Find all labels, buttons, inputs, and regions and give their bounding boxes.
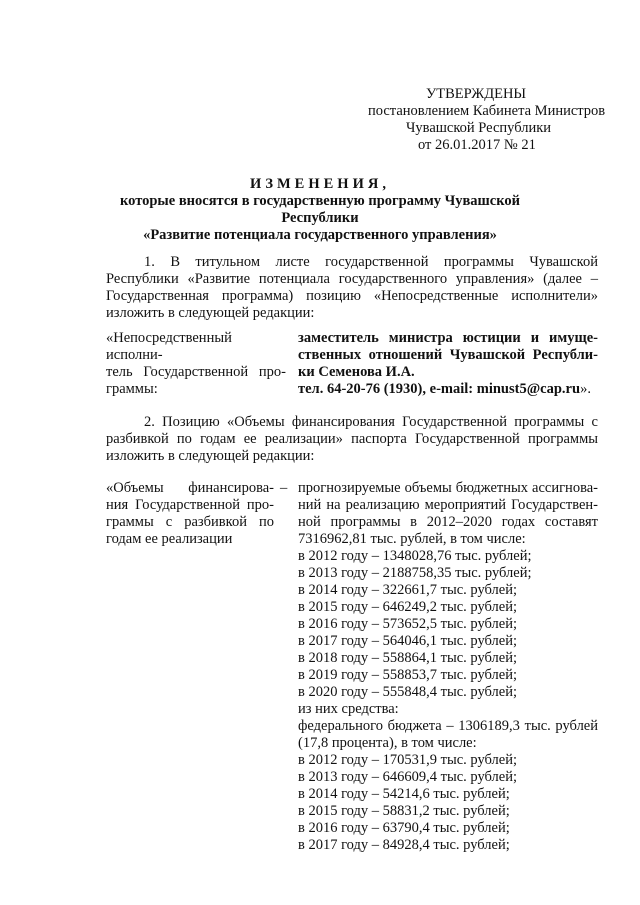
financing-year: в 2014 году – 322661,7 тыс. рублей; <box>298 582 518 598</box>
executors-label-line: граммы: <box>106 381 158 397</box>
financing-year: в 2020 году – 555848,4 тыс. рублей; <box>298 684 518 700</box>
financing-year: в 2015 году – 646249,2 тыс. рублей; <box>298 599 518 615</box>
federal-year: в 2016 году – 63790,4 тыс. рублей; <box>298 820 510 836</box>
financing-year: в 2019 году – 558853,7 тыс. рублей; <box>298 667 518 683</box>
approval-line-3: от 26.01.2017 № 21 <box>418 137 536 153</box>
financing-year: в 2012 году – 1348028,76 тыс. рублей; <box>298 548 532 564</box>
title-line-3: «Развитие потенциала государственного управления» <box>143 227 497 243</box>
financing-label-line: граммы с разбивкой по <box>106 514 274 530</box>
federal-budget-line: федерального бюджета – 1306189,3 тыс. рублей <box>298 718 598 734</box>
financing-intro-line: ной программы в 2012–2020 годах составят <box>298 514 598 530</box>
executors-value-line: ки Семенова И.А. <box>298 364 415 380</box>
financing-intro-line: прогнозируемые объемы бюджетных ассигнова- <box>298 480 598 496</box>
executors-value-line: заместитель министра юстиции и имуще- <box>298 330 598 346</box>
financing-year: в 2017 году – 564046,1 тыс. рублей; <box>298 633 518 649</box>
federal-year: в 2012 году – 170531,9 тыс. рублей; <box>298 752 518 768</box>
federal-budget-share: (17,8 процента), в том числе: <box>298 735 477 751</box>
paragraph-1 <box>106 254 598 322</box>
financing-label-line: ния Государственной про- <box>106 497 274 513</box>
federal-year: в 2017 году – 84928,4 тыс. рублей; <box>298 837 510 853</box>
financing-year: в 2013 году – 2188758,35 тыс. рублей; <box>298 565 532 581</box>
financing-intro-line: ний на реализацию мероприятий Государствен- <box>298 497 598 513</box>
financing-label <box>106 480 274 548</box>
financing-year: в 2016 году – 573652,5 тыс. рублей; <box>298 616 518 632</box>
financing-value <box>298 480 598 854</box>
executors-contact <box>298 381 598 398</box>
financing-label-line: годам ее реализации <box>106 531 233 547</box>
financing-total: 7316962,81 тыс. рублей, в том числе: <box>298 531 526 547</box>
federal-year: в 2014 году – 54214,6 тыс. рублей; <box>298 786 510 802</box>
paragraph-2 <box>106 414 598 465</box>
paragraph-2-text: 2. Позицию «Объемы финансирования Государственной программы с разбивкой по годам ее реализации» паспорта Государственной программы изложить в следующей редакции: <box>106 414 598 464</box>
executors-label <box>106 330 286 398</box>
executors-label-line: «Непосредственный исполни- <box>106 330 232 363</box>
executors-value <box>298 330 598 398</box>
executors-value-line: ственных отношений Чувашской Республи- <box>298 347 598 363</box>
document-title <box>90 176 550 244</box>
approval-heading: УТВЕРЖДЕНЫ <box>426 86 527 102</box>
sources-label: из них средства: <box>298 701 399 717</box>
title-line-2: которые вносятся в государственную программу Чувашской Республики <box>119 193 521 226</box>
federal-year: в 2013 году – 646609,4 тыс. рублей; <box>298 769 518 785</box>
financing-year: в 2018 году – 558864,1 тыс. рублей; <box>298 650 518 666</box>
financing-label-line: «Объемы финансирова- <box>106 480 274 496</box>
executors-label-line: тель Государственной про- <box>106 364 286 380</box>
title-main: ИЗМЕНЕНИЯ, <box>250 176 390 192</box>
federal-year: в 2015 году – 58831,2 тыс. рублей; <box>298 803 510 819</box>
approval-line-1: постановлением Кабинета Министров <box>368 103 606 119</box>
contact-text: тел. 64-20-76 (1930), e-mail: minust5@cap.ru <box>298 381 581 397</box>
paragraph-1-text: 1. В титульном листе государственной программы Чувашской Республики «Развитие потенциала государственного управления» (далее – Государственная программа) позицию «Непосредственные исполнители» изложить в следующей редакции: <box>106 254 598 321</box>
financing-dash: – <box>280 480 288 496</box>
contact-end: ». <box>580 381 591 397</box>
approval-stamp <box>360 86 606 154</box>
approval-line-2: Чувашской Республики <box>406 120 552 136</box>
